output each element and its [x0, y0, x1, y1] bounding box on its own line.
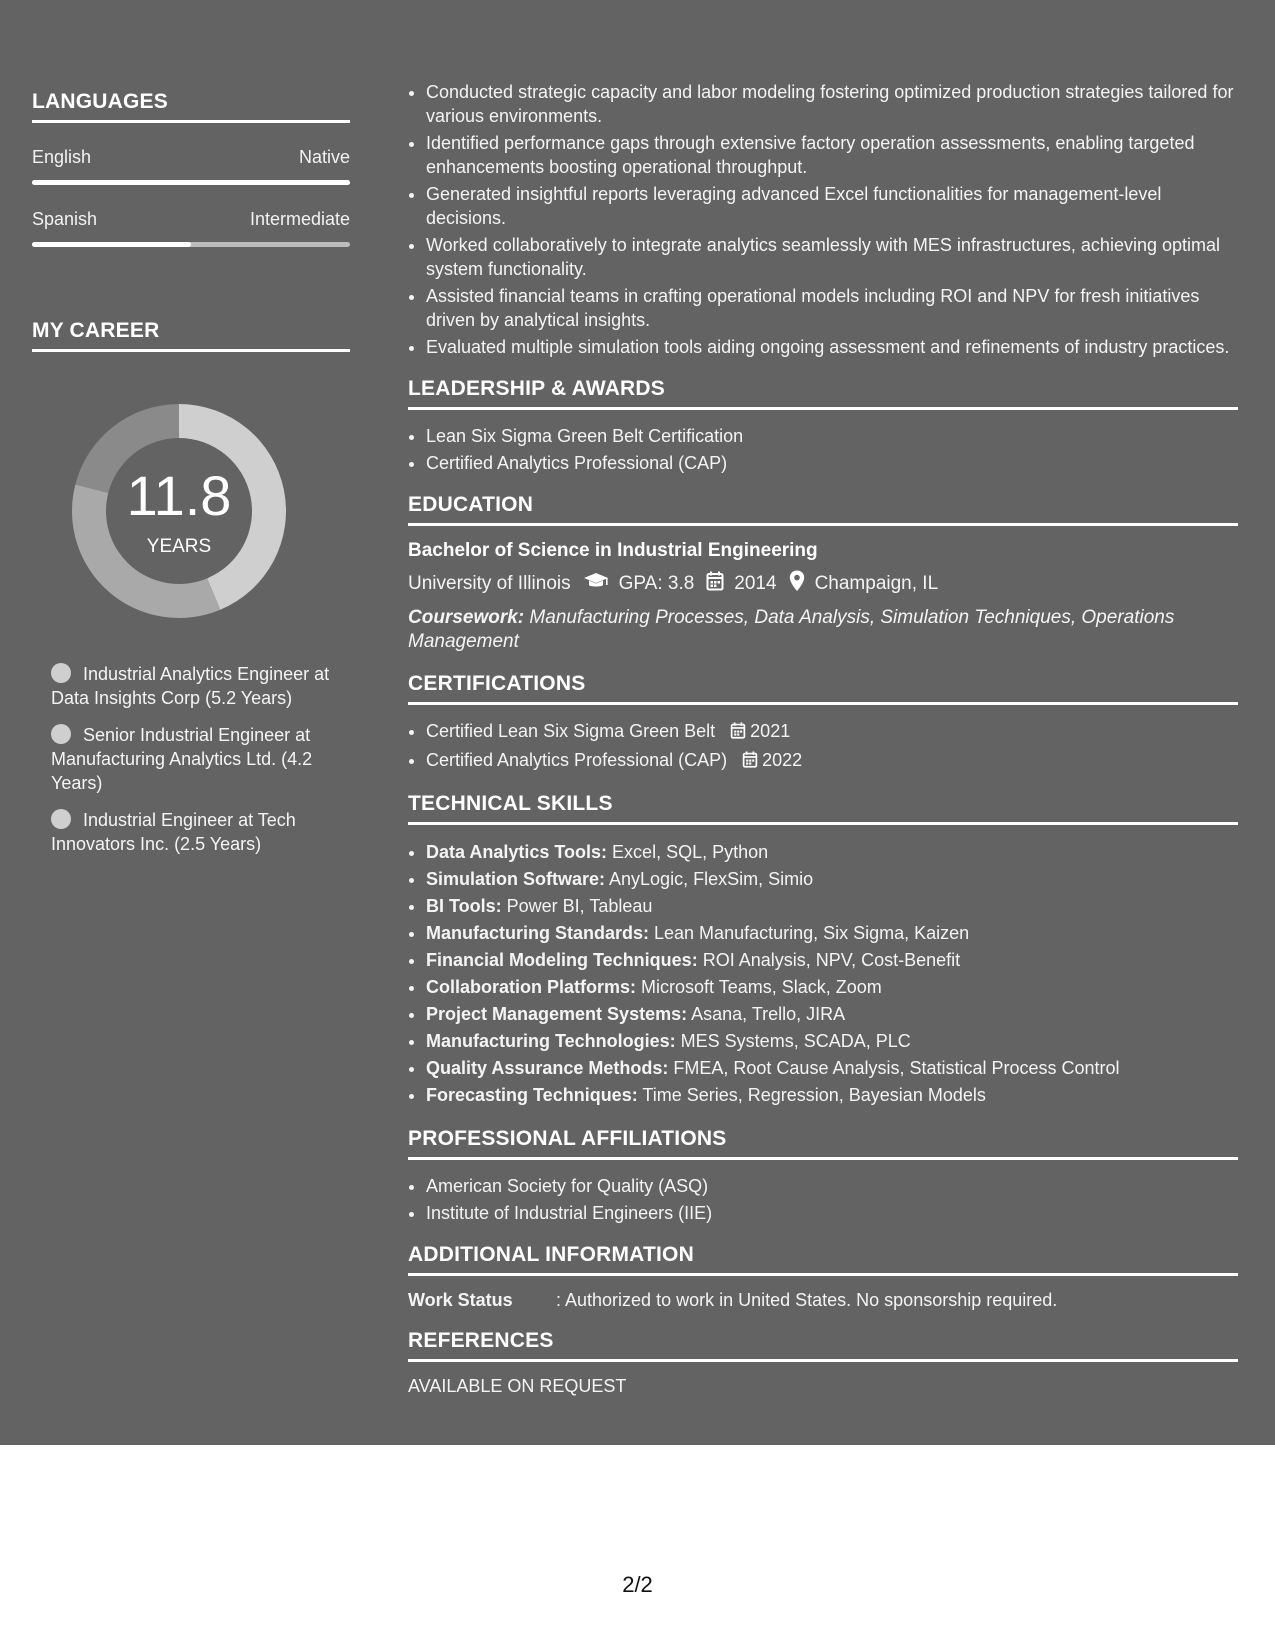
- career-item-text: Senior Industrial Engineer at Manufacturing Analytics Ltd. (4.2 Years): [51, 725, 313, 793]
- language-spanish: [32, 209, 350, 247]
- skill-item: [426, 1055, 1238, 1082]
- certification-name: Certified Lean Six Sigma Green Belt: [426, 721, 716, 741]
- certification-item: [426, 719, 1238, 745]
- career-dot-icon: [51, 663, 71, 683]
- education-degree: Bachelor of Science in Industrial Engineering: [408, 540, 818, 561]
- leadership-title: LEADERSHIP & AWARDS: [408, 377, 1238, 410]
- career-dot-icon: [51, 724, 71, 744]
- work-status-value: : Authorized to work in United States. No sponsorship required.: [556, 1290, 1058, 1310]
- skill-category: Simulation Software:: [426, 869, 606, 889]
- skill-values: Lean Manufacturing, Six Sigma, Kaizen: [649, 923, 970, 943]
- skill-values: Time Series, Regression, Bayesian Models: [637, 1085, 986, 1105]
- language-level: Intermediate: [249, 209, 350, 229]
- certifications-title: CERTIFICATIONS: [408, 672, 1238, 705]
- skill-values: Power BI, Tableau: [501, 896, 653, 916]
- experience-bullets: [408, 80, 1238, 359]
- graduation-cap-icon: [583, 572, 609, 596]
- skill-values: AnyLogic, FlexSim, Simio: [605, 869, 814, 889]
- education-gpa: GPA: 3.8: [618, 573, 695, 594]
- skill-item: [426, 1028, 1238, 1055]
- skill-item: [426, 1001, 1238, 1028]
- skill-item: [426, 839, 1238, 866]
- career-list: [51, 662, 341, 856]
- career-dot-icon: [51, 809, 71, 829]
- skill-item: [426, 1082, 1238, 1109]
- skill-item: [426, 866, 1238, 893]
- career-title: MY CAREER: [32, 319, 350, 352]
- language-name: Spanish: [32, 209, 98, 229]
- certification-name: Certified Analytics Professional (CAP): [426, 750, 728, 770]
- career-donut-chart: [64, 396, 294, 626]
- career-years-label: YEARS: [146, 536, 212, 557]
- affiliations-section: [408, 1127, 1238, 1225]
- affiliations-title: PROFESSIONAL AFFILIATIONS: [408, 1127, 1238, 1160]
- left-column: [32, 90, 350, 869]
- skill-category: Project Management Systems:: [426, 1004, 688, 1024]
- skill-category: Quality Assurance Methods:: [426, 1058, 669, 1078]
- leadership-list: [408, 424, 1238, 475]
- skill-category: BI Tools:: [426, 896, 502, 916]
- education-coursework: [408, 606, 1238, 654]
- skill-category: Financial Modeling Techniques:: [426, 950, 698, 970]
- location-pin-icon: [789, 570, 805, 598]
- skill-values: Excel, SQL, Python: [607, 842, 769, 862]
- work-status-label: Work Status: [408, 1290, 513, 1310]
- experience-bullet: • Generated insightful reports leveraging advanced Excel functionalities for management-level decisions.: [426, 182, 1238, 230]
- language-row: [32, 209, 350, 230]
- language-level: Native: [298, 147, 350, 167]
- skill-category: Manufacturing Standards:: [426, 923, 650, 943]
- certifications-list: [408, 719, 1238, 774]
- experience-bullet: • Conducted strategic capacity and labor modeling fostering optimized production strategies tailored for various environments.: [426, 80, 1238, 128]
- page-number: 2/2: [622, 1572, 653, 1597]
- language-level-bar: [32, 242, 350, 247]
- skills-title: TECHNICAL SKILLS: [408, 792, 1238, 825]
- calendar-icon: [730, 721, 746, 745]
- additional-section: [408, 1243, 1238, 1311]
- education-meta: [408, 570, 1238, 598]
- affiliations-list: [408, 1174, 1238, 1225]
- coursework-label: Coursework:: [408, 607, 525, 628]
- skill-values: Asana, Trello, JIRA: [687, 1004, 846, 1024]
- language-name: English: [32, 147, 92, 167]
- language-row: [32, 147, 350, 168]
- leadership-item: • Lean Six Sigma Green Belt Certification: [426, 424, 1238, 448]
- calendar-icon: [706, 571, 724, 597]
- skill-category: Manufacturing Technologies:: [426, 1031, 676, 1051]
- leadership-section: [408, 377, 1238, 475]
- skills-list: [408, 839, 1238, 1109]
- skill-category: Data Analytics Tools:: [426, 842, 608, 862]
- skill-values: ROI Analysis, NPV, Cost-Benefit: [697, 950, 961, 970]
- skill-values: FMEA, Root Cause Analysis, Statistical Process Control: [668, 1058, 1120, 1078]
- experience-bullet: • Evaluated multiple simulation tools aiding ongoing assessment and refinements of industry practices.: [426, 335, 1238, 359]
- languages-title: LANGUAGES: [32, 90, 350, 123]
- certifications-section: [408, 672, 1238, 774]
- calendar-icon: [742, 750, 758, 774]
- education-location: Champaign, IL: [814, 573, 939, 594]
- experience-bullet: • Assisted financial teams in crafting operational models including ROI and NPV for fresh initiatives driven by analytical insights.: [426, 284, 1238, 332]
- references-title: REFERENCES: [408, 1329, 1238, 1362]
- skill-item: [426, 920, 1238, 947]
- leadership-item: • Certified Analytics Professional (CAP): [426, 451, 1238, 475]
- additional-title: ADDITIONAL INFORMATION: [408, 1243, 1238, 1276]
- certification-year: 2022: [762, 750, 803, 770]
- career-item: [51, 723, 341, 795]
- experience-bullet: • Identified performance gaps through extensive factory operation assessments, enabling targeted enhancements boosting operational throughput.: [426, 131, 1238, 179]
- education-section: [408, 493, 1238, 654]
- language-level-fill: [32, 242, 191, 247]
- experience-bullet: • Worked collaboratively to integrate analytics seamlessly with MES infrastructures, achieving optimal system functionality.: [426, 233, 1238, 281]
- education-title: EDUCATION: [408, 493, 1238, 526]
- language-english: [32, 147, 350, 185]
- skill-item: [426, 947, 1238, 974]
- skill-category: Collaboration Platforms:: [426, 977, 637, 997]
- skill-category: Forecasting Techniques:: [426, 1085, 638, 1105]
- education-year: 2014: [734, 573, 777, 594]
- language-level-fill: [32, 180, 350, 185]
- right-column: [408, 80, 1238, 1397]
- work-status-row: [408, 1290, 1238, 1311]
- career-item: [51, 808, 341, 856]
- affiliation-item: • American Society for Quality (ASQ): [426, 1174, 1238, 1198]
- career-total-years: 11.8: [126, 464, 232, 527]
- certification-item: [426, 748, 1238, 774]
- career-item-text: Industrial Engineer at Tech Innovators Inc. (2.5 Years): [51, 810, 296, 854]
- career-item-text: Industrial Analytics Engineer at Data Insights Corp (5.2 Years): [51, 664, 330, 708]
- affiliation-item: • Institute of Industrial Engineers (IIE): [426, 1201, 1238, 1225]
- skills-section: [408, 792, 1238, 1109]
- education-school: University of Illinois: [408, 573, 571, 594]
- coursework-list: Manufacturing Processes, Data Analysis, Simulation Techniques, Operations Management: [408, 607, 1175, 652]
- skill-item: [426, 974, 1238, 1001]
- language-level-bar: [32, 180, 350, 185]
- references-section: [408, 1329, 1238, 1397]
- references-text: AVAILABLE ON REQUEST: [408, 1376, 627, 1396]
- career-item: [51, 662, 341, 710]
- skill-values: Microsoft Teams, Slack, Zoom: [636, 977, 882, 997]
- certification-year: 2021: [750, 721, 791, 741]
- skill-values: MES Systems, SCADA, PLC: [675, 1031, 911, 1051]
- skill-item: [426, 893, 1238, 920]
